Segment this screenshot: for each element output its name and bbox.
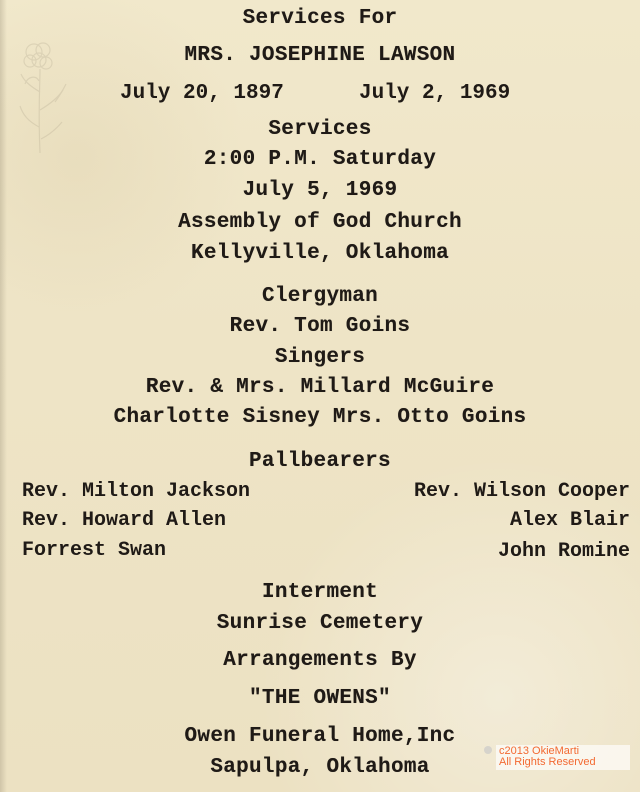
- watermark-line-2: All Rights Reserved: [499, 756, 596, 769]
- services-heading: Services: [268, 118, 372, 141]
- pallbearer-left-1: Rev. Milton Jackson: [22, 480, 251, 503]
- pallbearer-left-3: Forrest Swan: [22, 539, 167, 562]
- deceased-name: MRS. JOSEPHINE LAWSON: [184, 44, 456, 67]
- clergyman-heading: Clergyman: [261, 285, 379, 308]
- service-heading: Services For: [242, 7, 398, 30]
- singers-line-2: Charlotte Sisney Mrs. Otto Goins: [113, 406, 527, 429]
- funeral-home-name: Owen Funeral Home,Inc: [184, 725, 456, 748]
- service-time: 2:00 P.M. Saturday: [203, 148, 437, 171]
- funeral-home-short-name: "THE OWENS": [249, 687, 391, 710]
- funeral-home-city: Sapulpa, Oklahoma: [210, 756, 430, 779]
- pallbearer-right-1: Rev. Wilson Cooper: [413, 480, 630, 503]
- interment-place: Sunrise Cemetery: [216, 612, 424, 635]
- copyright-watermark: [496, 745, 630, 770]
- singers-line-1: Rev. & Mrs. Millard McGuire: [145, 376, 495, 399]
- death-date: July 2, 1969: [359, 82, 511, 105]
- pallbearers-heading: Pallbearers: [249, 450, 391, 473]
- pallbearer-right-3: John Romine: [497, 540, 630, 563]
- service-location-line-1: Assembly of God Church: [178, 211, 462, 234]
- watermark-dot-icon: [484, 746, 492, 754]
- watermark-line-1: c2013 OkieMarti: [499, 744, 580, 757]
- arrangements-heading: Arrangements By: [223, 649, 417, 672]
- pallbearer-right-2: Alex Blair: [509, 509, 630, 532]
- clergyman-name: Rev. Tom Goins: [229, 315, 411, 338]
- service-date: July 5, 1969: [242, 179, 398, 202]
- service-location-line-2: Kellyville, Oklahoma: [190, 242, 450, 265]
- singers-heading: Singers: [274, 346, 366, 369]
- interment-heading: Interment: [261, 581, 379, 604]
- pallbearer-left-2: Rev. Howard Allen: [22, 509, 227, 532]
- birth-date: July 20, 1897: [120, 82, 284, 105]
